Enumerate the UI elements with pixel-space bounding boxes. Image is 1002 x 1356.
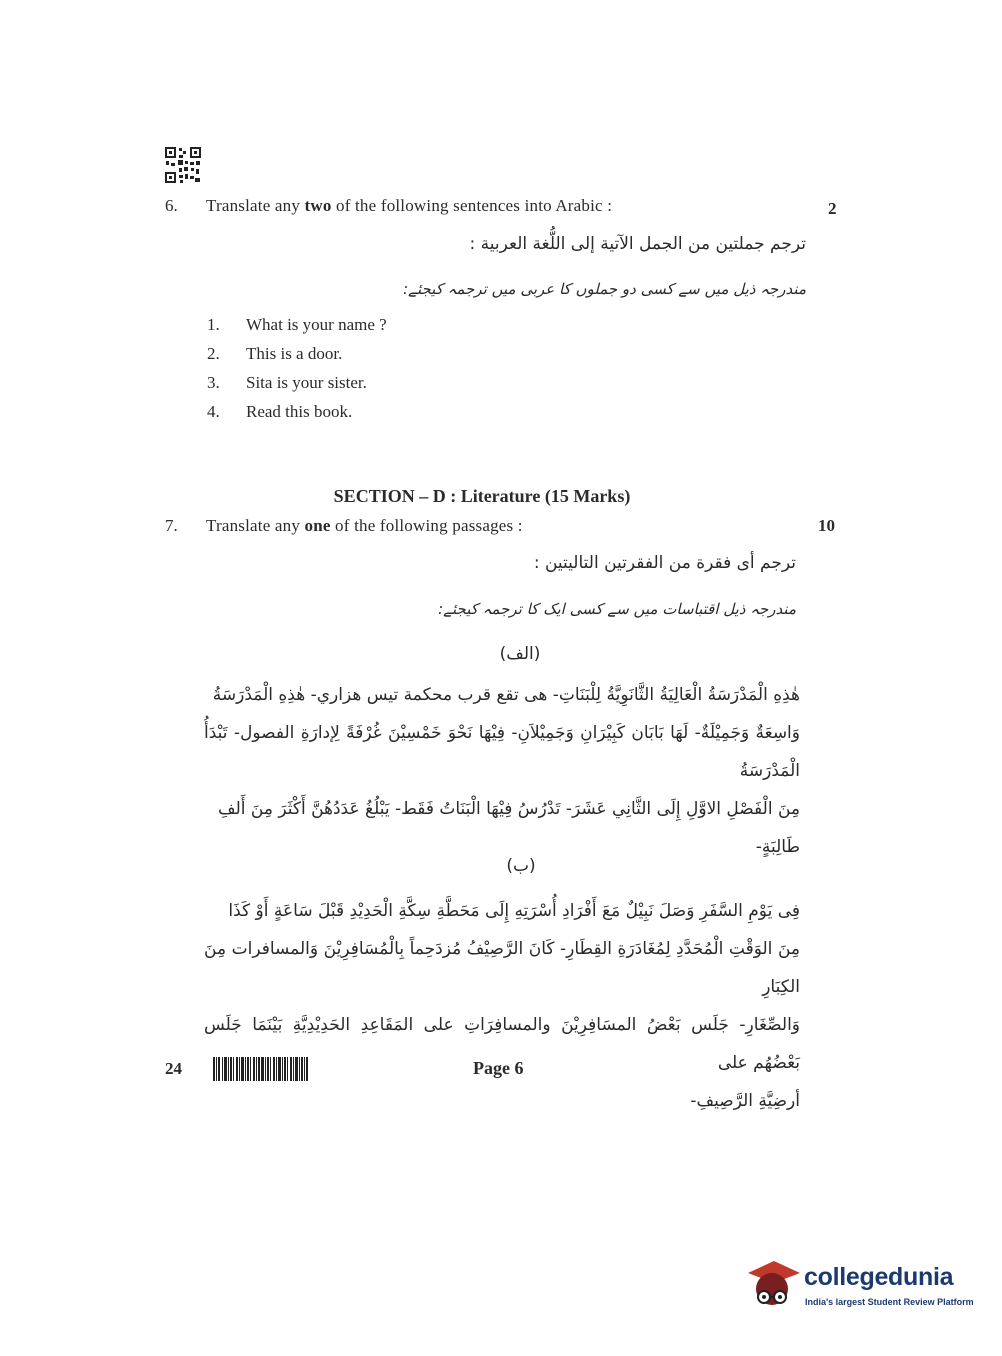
collegedunia-logo xyxy=(744,1249,974,1321)
passage-b xyxy=(204,892,800,1120)
passage-a-line: وَاسِعَةٌ وَجَمِيْلَةٌ- لَهَا بَابَان كَبِيْرَانِ وَجَمِيْلاَنِ- فِيْهَا نَحْوَ خَمْسِيْنَ غُرْفَةً لِإدارَةِ الفصول- تَبْدَأُ الْمَدْرَسَةُ xyxy=(204,723,800,781)
question-7-marks: 10 xyxy=(818,516,835,535)
question-6-arabic-instruction: ترجم جملتين من الجمل الآتية إلى اللُّغة العربية : xyxy=(469,234,806,254)
question-6-text: Translate any two of the following sentences into Arabic : xyxy=(206,196,613,215)
list-item: 2. This is a door. xyxy=(207,344,343,363)
passage-b-line: وَالصِّغَارِ- جَلَس بَعْضُ المسَافِرِيْنَ والمسافِرَاتِ على المَقَاعِدِ الحَدِيْدِيَّةِ بَيْنَمَا جَلَس بَعْضُهُم على xyxy=(204,1015,800,1073)
question-7-text: Translate any one of the following passages : xyxy=(206,516,523,535)
question-6-urdu-instruction: مندرجہ ذیل میں سے کسی دو جملوں کا عربی میں ترجمہ کیجئے: xyxy=(403,280,806,298)
passage-b-line: فِى يَوْمِ السَّفَرِ وَصَلَ نَبِيْلٌ مَعَ أَفْرَادِ أُسْرَتِهِ إِلَى مَحَطَّةِ سِكَّةِ الْحَدِيْدِ قَبْلَ سَاعَةٍ أَوْ كَذَا xyxy=(228,901,800,921)
list-item: 1. What is your name ? xyxy=(207,315,387,334)
section-heading: SECTION – D : Literature (15 Marks) xyxy=(333,486,631,506)
logo-name: collegedunia xyxy=(804,1263,954,1291)
footer-code: 24 xyxy=(165,1059,182,1078)
passage-a-line: طَالِبَةٍ- xyxy=(755,837,800,857)
passage-a-label: (الف) xyxy=(499,644,541,664)
list-item: 3. Sita is your sister. xyxy=(207,373,367,392)
page-number: Page 6 xyxy=(473,1058,524,1078)
question-7-urdu-instruction: مندرجہ ذیل اقتباسات میں سے کسی ایک کا ترجمہ کیجئے: xyxy=(438,600,796,618)
question-6-number: 6. xyxy=(165,196,178,215)
barcode-icon xyxy=(213,1057,308,1081)
list-item: 4. Read this book. xyxy=(207,402,353,421)
question-7-number: 7. xyxy=(165,516,178,535)
qr-code-icon xyxy=(164,146,202,184)
passage-b-line: مِنَ الوَقْتِ الْمُحَدَّدِ لِمُغَادَرَةِ القِطَارِ- كَانَ الرَّصِيْفُ مُزدَحِماً بِالْمُسَافِرِيْنَ وَالمسافرات مِنَ الكِبَارِ xyxy=(204,939,800,997)
passage-b-line: أرضِيَّةِ الرَّصِيفِ- xyxy=(690,1091,800,1111)
passage-a-line: مِنَ الْفَصْلِ الاوَّلِ إِلَى الثَّانِي عَشَرَ- تَدْرُسُ فِيْهَا الْبَنَاتُ فَقَط- يَبْلُغُ عَدَدُهُنَّ أَكْثَرَ مِنَ أَلفِ xyxy=(218,799,800,819)
logo-tagline: India's largest Student Review Platform xyxy=(805,1297,974,1307)
passage-a-line: هٰذِهِ الْمَدْرَسَةُ الْعَالِيَةُ الثَّانَوِيَّةُ لِلْبَنَاتِ- هى تقع قرب محكمة تيس هزاري- هٰذِهِ الْمَدْرَسَةُ xyxy=(212,685,800,705)
mascot-icon xyxy=(744,1253,802,1311)
passage-a xyxy=(204,676,800,866)
question-6-marks: 2 xyxy=(828,199,837,218)
passage-b-label: (ب) xyxy=(506,856,536,876)
question-7-arabic-instruction: ترجم أى فقرة من الفقرتين التاليتين : xyxy=(533,553,796,573)
